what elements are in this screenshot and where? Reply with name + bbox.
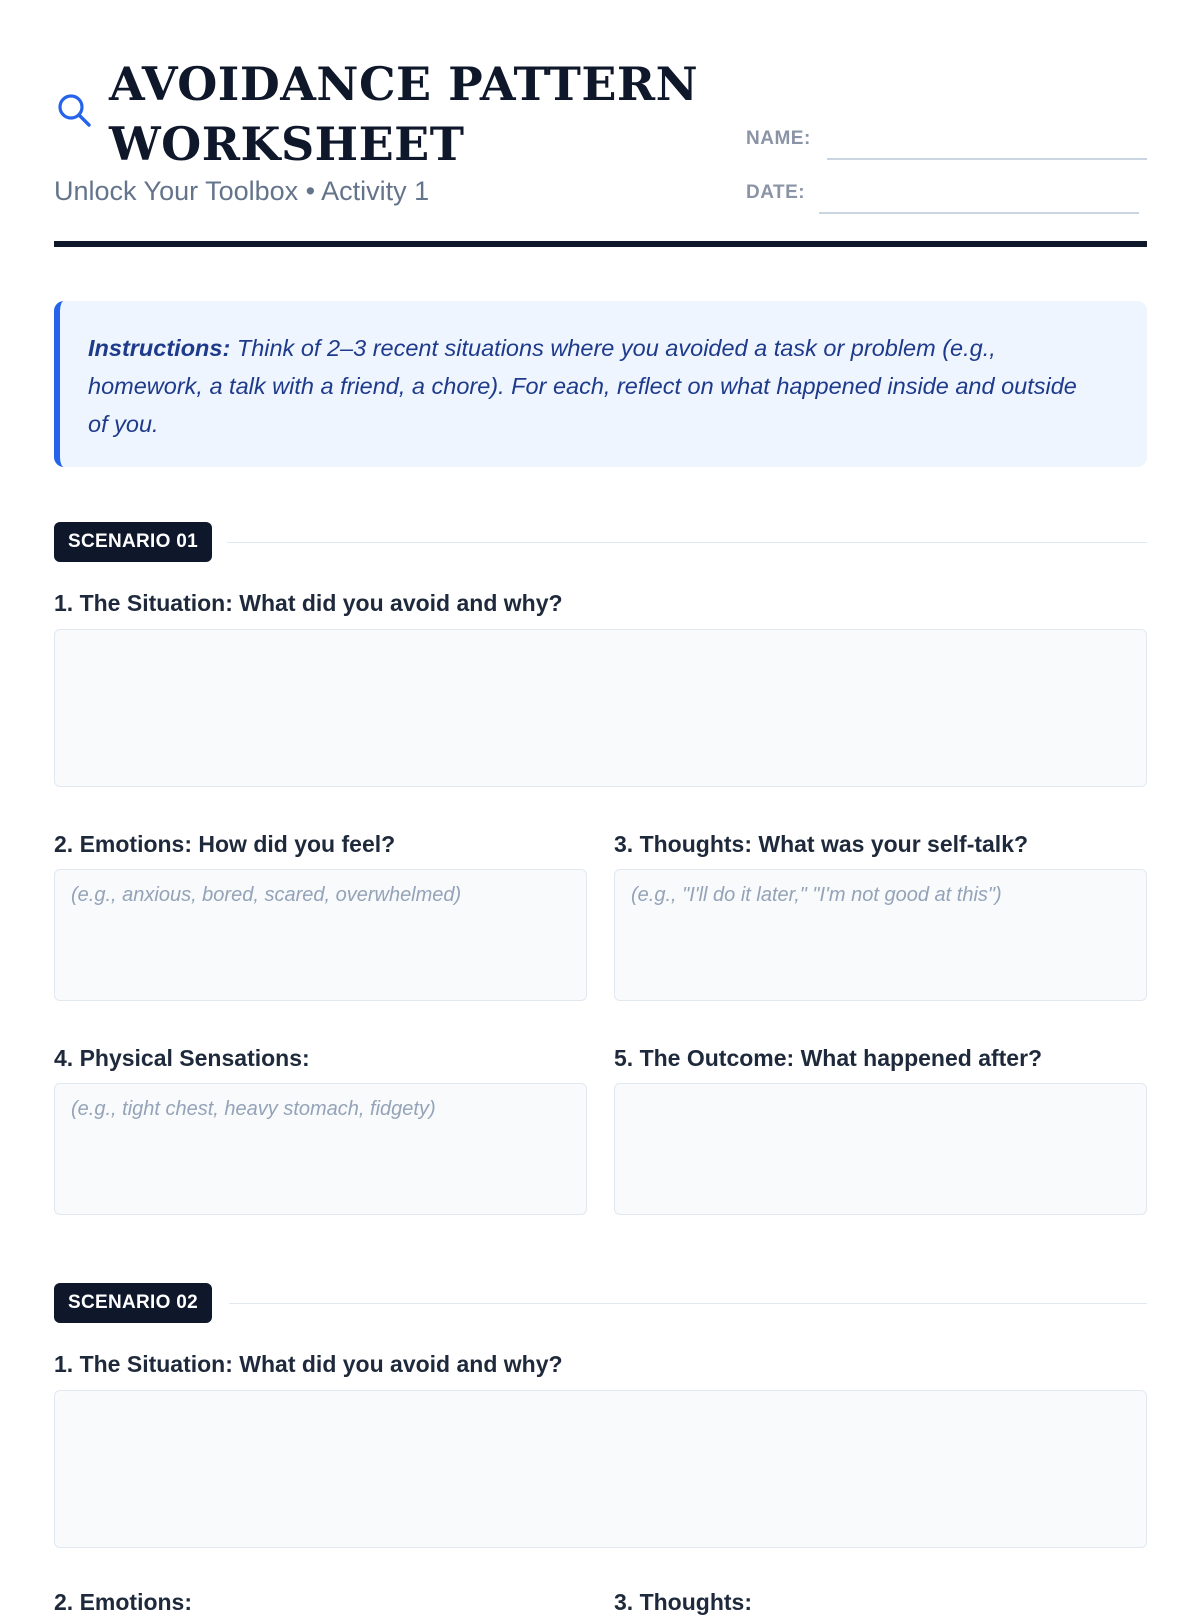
search-icon <box>56 92 92 128</box>
page-subtitle: Unlock Your Toolbox • Activity 1 <box>54 176 430 206</box>
question-thoughts-label: 3. Thoughts: What was your self-talk? <box>614 831 1029 857</box>
scenario-divider <box>229 1303 1147 1304</box>
scenario-badge: SCENARIO 01 <box>54 522 212 562</box>
instructions-text: Think of 2–3 recent situations where you avoided a task or problem (e.g., homework, a talk with a friend, a chore). For each, reflect on what happened inside and outside of you. <box>88 335 1077 437</box>
scenario-badge: SCENARIO 02 <box>54 1283 212 1323</box>
name-field[interactable] <box>827 158 1147 160</box>
instructions-box <box>54 301 1147 467</box>
name-row <box>746 122 1147 176</box>
worksheet-header <box>54 0 1147 248</box>
question-sensations-label: 4. Physical Sensations: <box>54 1045 310 1071</box>
title-line-2: WORKSHEET <box>109 117 465 171</box>
title-line-1: AVOIDANCE PATTERN <box>109 57 699 111</box>
thoughts-answer-box[interactable] <box>614 869 1147 1001</box>
worksheet-page <box>54 0 1147 1615</box>
situation-answer-box[interactable] <box>54 1390 1147 1548</box>
question-emotions-label: 2. Emotions: <box>54 1589 193 1615</box>
scenario-divider <box>227 542 1147 543</box>
sensations-answer-box[interactable] <box>54 1083 587 1215</box>
scenario-header <box>54 1283 1147 1323</box>
emotions-answer-box[interactable] <box>54 869 587 1001</box>
page-title <box>109 54 698 174</box>
emotions-placeholder: (e.g., anxious, bored, scared, overwhelmed) <box>71 884 462 906</box>
question-situation-label: 1. The Situation: What did you avoid and why? <box>54 590 563 616</box>
situation-answer-box[interactable] <box>54 629 1147 787</box>
question-outcome-label: 5. The Outcome: What happened after? <box>614 1045 1043 1071</box>
header-divider <box>54 241 1147 247</box>
outcome-answer-box[interactable] <box>614 1083 1147 1215</box>
name-date-fields <box>746 122 1147 230</box>
question-situation-label: 1. The Situation: What did you avoid and why? <box>54 1351 563 1377</box>
date-field[interactable] <box>819 212 1139 214</box>
date-row <box>746 176 1147 230</box>
question-thoughts-label: 3. Thoughts: <box>614 1589 752 1615</box>
instructions-lead: Instructions: <box>88 335 231 361</box>
scenario-header <box>54 522 1147 562</box>
sensations-placeholder: (e.g., tight chest, heavy stomach, fidgety) <box>71 1098 436 1120</box>
name-label: NAME: <box>746 128 811 149</box>
thoughts-placeholder: (e.g., "I'll do it later," "I'm not good at this") <box>631 884 1002 906</box>
date-label: DATE: <box>746 182 806 203</box>
question-emotions-label: 2. Emotions: How did you feel? <box>54 831 396 857</box>
